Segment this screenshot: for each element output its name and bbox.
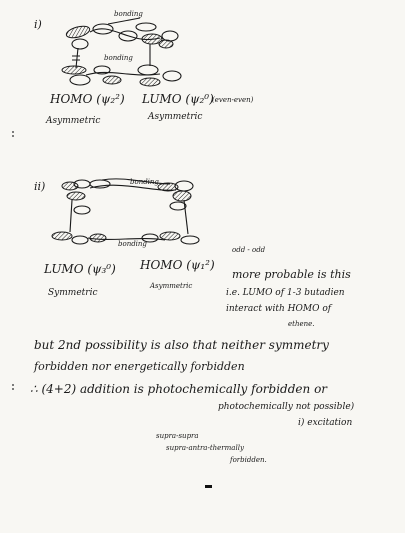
homo-label-1: HOMO (ψ₂²) — [50, 92, 125, 106]
footer-line-1: supra-supra — [156, 432, 199, 440]
body-line-5: i) excitation — [298, 418, 353, 428]
bonding-label-mid-1: bonding — [104, 54, 133, 62]
lumo-label-1: LUMO (ψ₂⁰) — [142, 92, 214, 106]
body-line-3: ∴ (4+2) addition is photochemically forbidden or — [30, 382, 328, 396]
note-line-3: interact with HOMO of — [226, 304, 332, 314]
footer-line-3: forbidden. — [230, 456, 267, 464]
part-2-label: ii) — [34, 180, 46, 193]
symmetry-label-left-1: Asymmetric — [46, 116, 101, 126]
body-line-4: photochemically not possible) — [218, 402, 355, 412]
homo-label-2: HOMO (ψ₁²) — [140, 258, 215, 272]
symmetry-label-right-1: Asymmetric — [148, 112, 203, 122]
symmetry-label-left-2: Symmetric — [48, 288, 98, 298]
body-line-2: forbidden nor energetically forbidden — [34, 360, 245, 373]
diagram-2 — [52, 179, 199, 244]
symmetry-label-right-2: Asymmetric — [150, 282, 193, 290]
note-line-2: i.e. LUMO of 1-3 butadien — [226, 288, 345, 298]
footer-line-2: supra-antra-thermally — [166, 444, 244, 452]
note-line-1: more probable is this — [232, 268, 351, 281]
odd-odd-note: odd - odd — [232, 246, 266, 254]
body-line-1: but 2nd possibility is also that neither symmetry — [34, 338, 329, 352]
even-even-note: (even-even) — [212, 96, 254, 104]
bonding-label-top-1: bonding — [114, 10, 143, 18]
part-1-label: i) — [34, 18, 42, 31]
lumo-label-2: LUMO (ψ₃⁰) — [44, 262, 116, 276]
note-line-4: ethene. — [288, 320, 315, 328]
diagram-1 — [62, 18, 181, 86]
bonding-label-top-2: bonding — [130, 178, 159, 186]
bonding-label-bottom-2: bonding — [118, 240, 147, 248]
